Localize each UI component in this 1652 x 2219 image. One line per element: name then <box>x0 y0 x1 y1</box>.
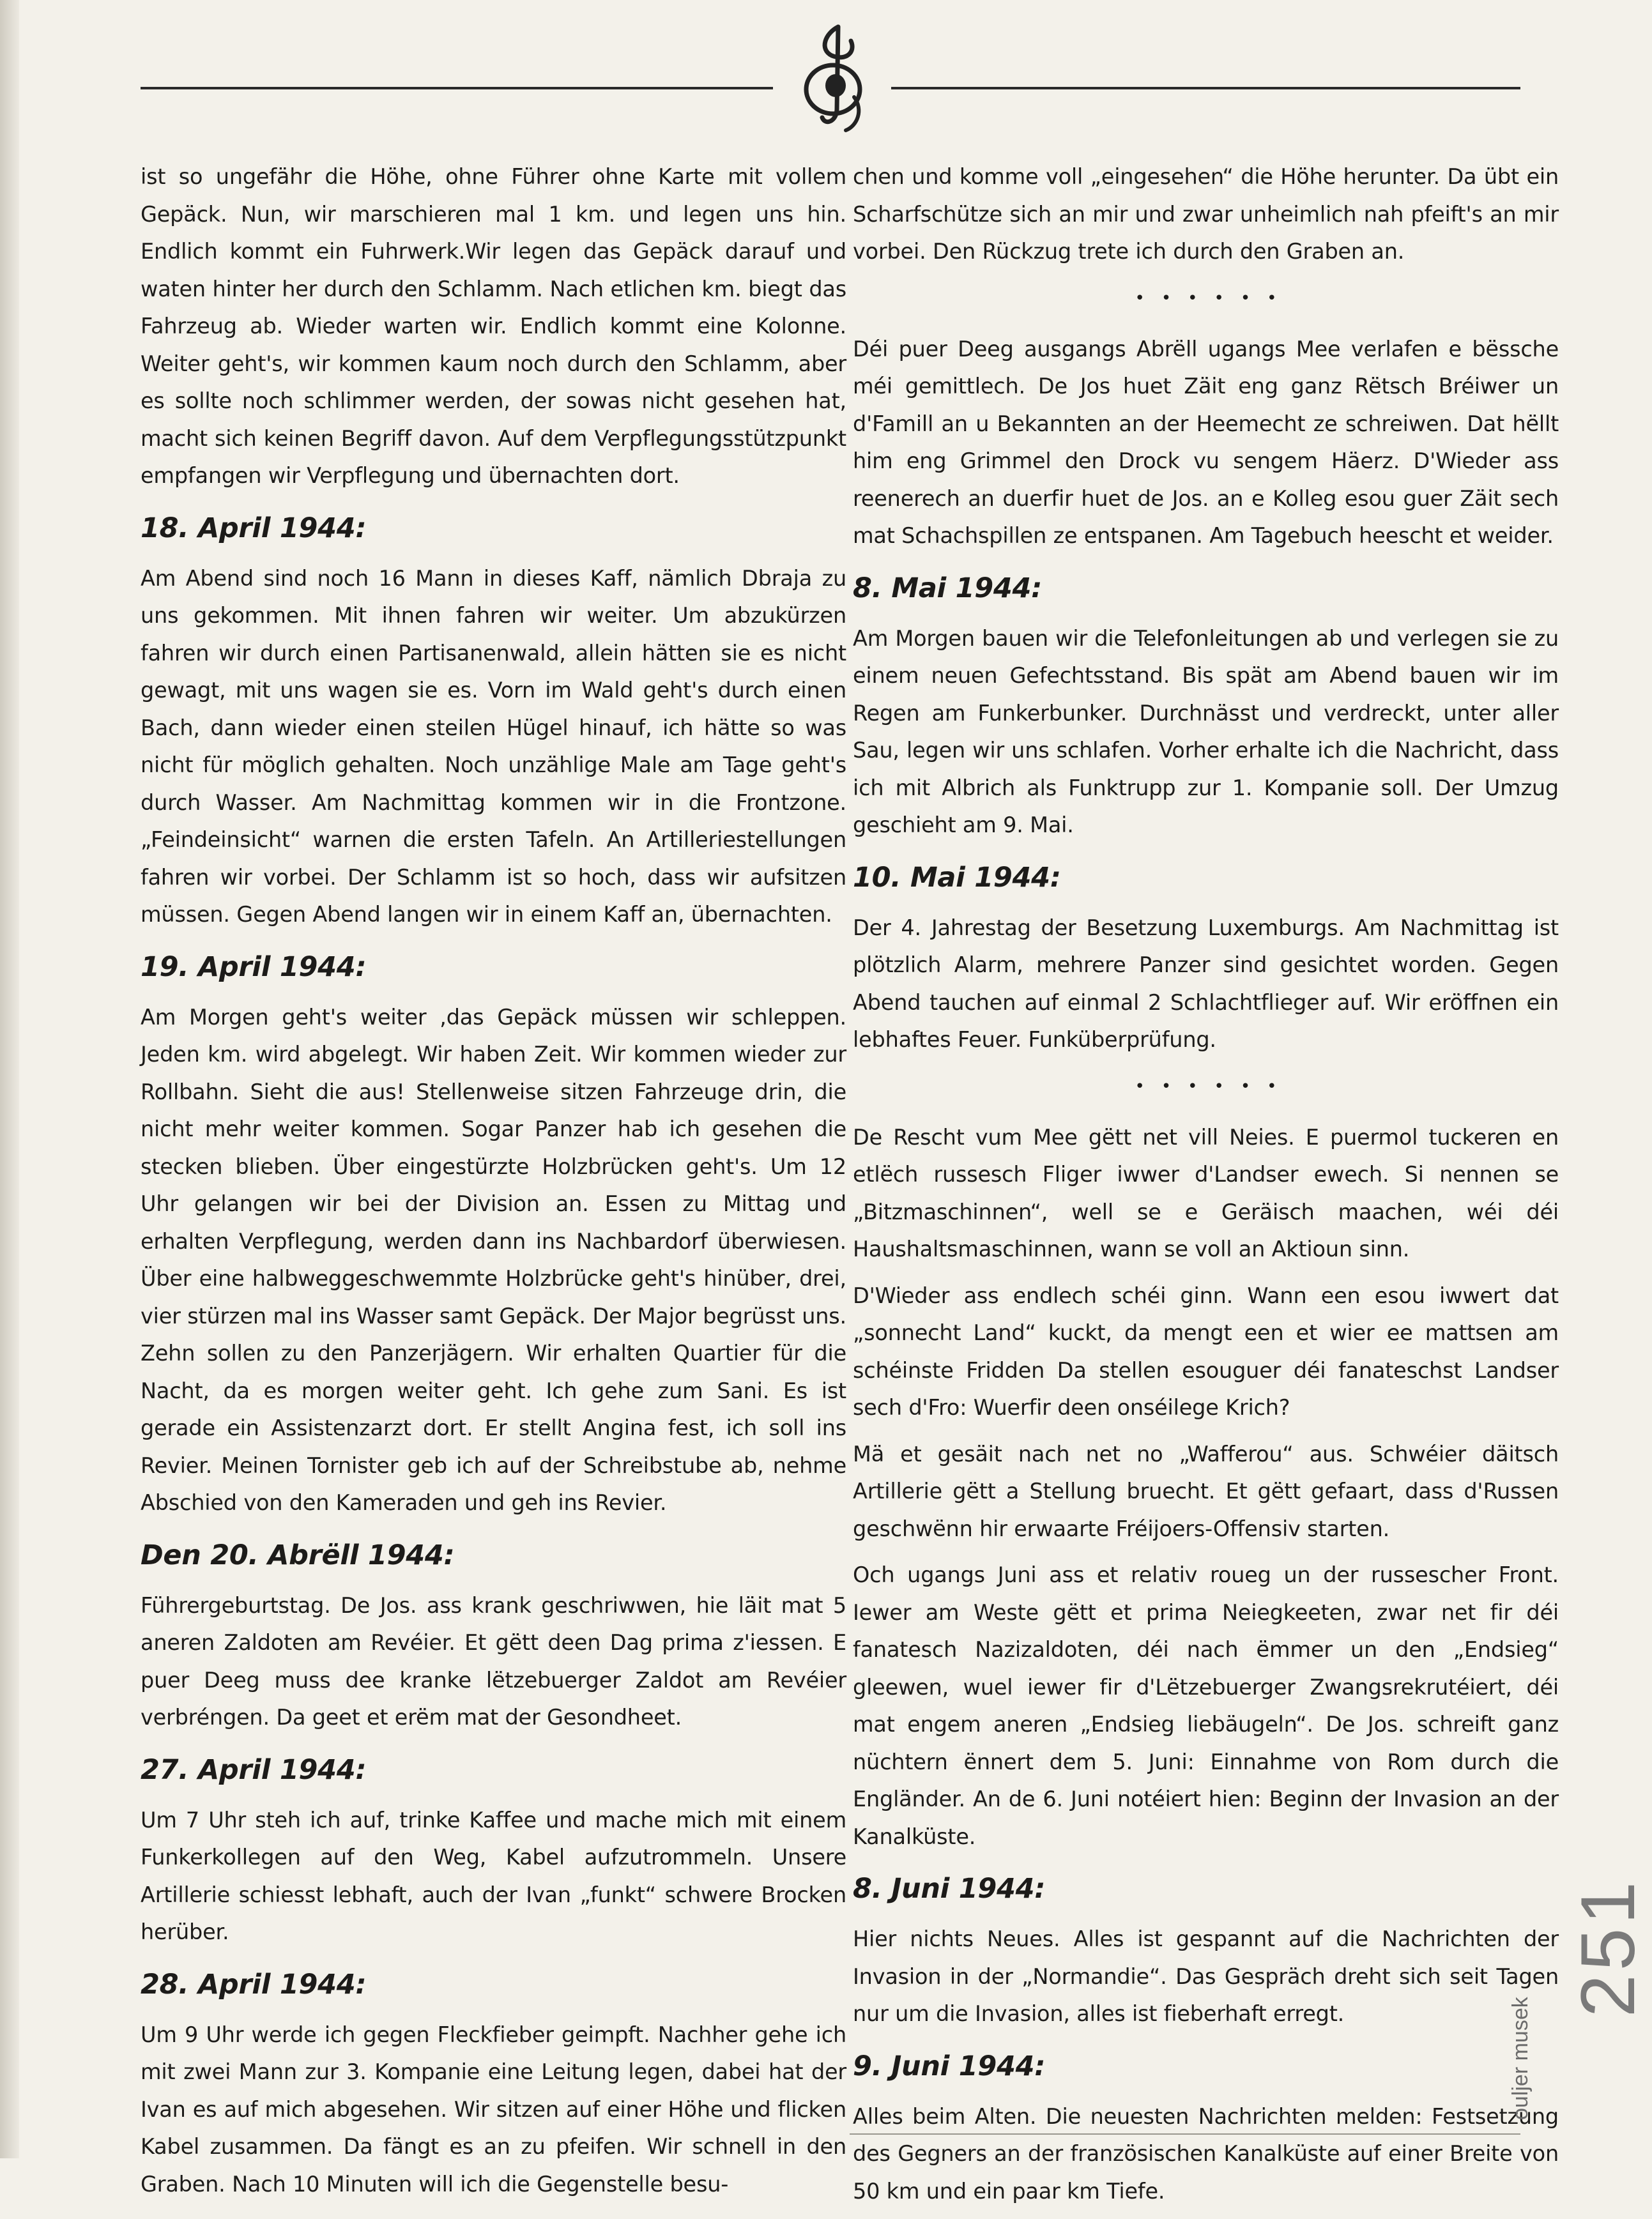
body-paragraph: ist so ungefähr die Höhe, ohne Führer ohne Karte mit vollem Gepäck. Nun, wir marschieren mal 1 km. und legen uns hin. Endlich kommt ein Fuhrwerk.Wir legen das Gepäck darauf und waten hinter her durch den Schlamm. Nach etlichen km. biegt das Fahrzeug ab. Wieder warten wir. Endlich kommt eine Kolonne. Weiter geht's, wir kommen kaum noch durch den Schlamm, aber es sollte noch schlimmer werden, der sowas nicht gesehen hat, macht sich keinen Begriff davon. Auf dem Verpflegungsstützpunkt empfangen wir Verpflegung und übernachten dort. <box>141 164 846 488</box>
entry-date-heading: 9. Juni 1944: <box>853 2050 1046 2082</box>
header-rule-left <box>141 87 773 89</box>
left-column <box>141 158 846 2212</box>
body-paragraph: Der 4. Jahrestag der Besetzung Luxemburgs. Am Nachmittag ist plötzlich Alarm, mehrere Panzer sind gesichtet worden. Gegen Abend tauchen auf einmal 2 Schlachtflieger auf. Wir eröffnen ein lebhaftes Feuer. Funküberprüfung. <box>853 915 1559 1052</box>
page-edge <box>0 0 19 2158</box>
body-paragraph: Am Morgen geht's weiter ,das Gepäck müssen wir schleppen. Jeden km. wird abgelegt. Wir haben Zeit. Wir kommen wieder zur Rollbahn. Sieht die aus! Stellenweise sitzen Fahrzeuge drin, die nicht mehr weiter kommen. Sogar Panzer hab ich gesehen die stecken blieben. Über eingestürzte Holzbrücken geht's. Um 12 Uhr gelangen wir bei der Division an. Essen zu Mittag und erhalten Verpflegung, werden dann ins Nachbardorf überwiesen. Über eine halbweggeschwemmte Holzbrücke geht's hinüber, drei, vier stürzen mal ins Wasser samt Gepäck. Der Major begrüsst uns. Zehn sollen zu den Panzerjägern. Wir erhalten Quartier für die Nacht, da es morgen weiter geht. Ich gehe zum Sani. Es ist gerade ein Assistenzarzt dort. Er stellt Angina fest, ich soll ins Revier. Meinen Tornister geb ich auf der Schreibstube ab, nehme Abschied von den Kameraden und geh ins Revier. <box>141 1004 846 1515</box>
music-logo-icon <box>787 14 883 135</box>
entry-date-heading: 18. April 1944: <box>141 512 367 544</box>
margin-label: ouljer musek <box>1508 1997 1533 2120</box>
body-paragraph: chen und komme voll „eingesehen“ die Höhe herunter. Da übt ein Scharfschütze sich an mir und zwar unheimlich nah pfeift's an mir vorbei. Den Rückzug trete ich durch den Graben an. <box>853 164 1559 264</box>
body-paragraph: Déi puer Deeg ausgangs Abrëll ugangs Mee verlafen e bëssche méi gemittlech. De Jos huet Zäit eng ganz Rëtsch Bréiwer un d'Famill an u Bekannten an der Heemecht ze schreiwen. Dat hëllt him eng Grimmel den Drock vu sengem Häerz. D'Wieder ass reenerech an duerfir huet de Jos. an e Kolleg esou guer Zäit sech mat Schachspillen ze entspanen. Am Tagebuch heescht et weider. <box>853 336 1559 548</box>
body-paragraph: De Rescht vum Mee gëtt net vill Neies. E puermol tuckeren en etlëch russesch Fliger iwwer d'Landser ewech. Si nennen se „Bitzmaschinnen“, well se e Geräisch maachen, wéi déi Haushaltsmaschinnen, wann se voll an Aktioun sinn. <box>853 1124 1559 1262</box>
header-rule-right <box>891 87 1520 89</box>
body-paragraph: Am Morgen bauen wir die Telefonleitungen ab und verlegen sie zu einem neuen Gefechtsstand. Bis spät am Abend bauen wir im Regen am Funkerbunker. Durchnässt und verdreckt, unter aller Sau, legen wir uns schlafen. Vorher erhalte ich die Nachricht, dass ich mit Albrich als Funktrupp zur 1. Kompanie soll. Der Umzug geschieht am 9. Mai. <box>853 625 1559 837</box>
section-separator: •••••• <box>1135 1076 1294 1096</box>
body-paragraph: Am Abend sind noch 16 Mann in dieses Kaff, nämlich Dbraja zu uns gekommen. Mit ihnen fahren wir weiter. Um abzukürzen fahren wir durch einen Partisanenwald, allein hätten sie es nicht gewagt, mit uns wagen sie es. Vorn im Wald geht's durch einen Bach, dann wieder einen steilen Hügel hinauf, ich hätte so was nicht für möglich gehalten. Noch unzählige Male am Tage geht's durch Wasser. Am Nachmittag kommen wir in die Frontzone. „Feindeinsicht“ warnen die ersten Tafeln. An Artilleriestellungen fahren wir vorbei. Der Schlamm ist so hoch, dass wir aufsitzen müssen. Gegen Abend langen wir in einem Kaff an, übernachten. <box>141 565 846 927</box>
bottom-rule <box>850 2133 1520 2135</box>
entry-date-heading: 10. Mai 1944: <box>853 861 1061 894</box>
body-paragraph: Hier nichts Neues. Alles ist gespannt auf die Nachrichten der Invasion in der „Normandie“. Das Gespräch dreht sich seit Tagen nur um die Invasion, alles ist fieberhaft erregt. <box>853 1926 1559 2026</box>
body-paragraph: Och ugangs Juni ass et relativ roueg un der russescher Front. Iewer am Weste gëtt et prima Neiegkeeten, zwar net fir déi fanatesch Nazizaldoten, déi nach ëmmer un den „Endsieg“ gleewen, wuel iewer fir d'Lëtzebuerger Zwangsrekrutéiert, déi mat engem aneren „Endsieg liebäugeln“. De Jos. schreift ganz nüchtern ënnert dem 5. Juni: Einnahme von Rom durch die Engländer. An de 6. Juni notéiert hien: Beginn der Invasion an der Kanalküste. <box>853 1562 1559 1849</box>
body-paragraph: Alles beim Alten. Die neuesten Nachrichten melden: Festsetzung des Gegners an der französischen Kanalküste auf einer Breite von 50 km und ein paar km Tiefe. <box>853 2103 1559 2204</box>
body-paragraph: Um 9 Uhr werde ich gegen Fleckfieber geimpft. Nachher gehe ich mit zwei Mann zur 3. Kompanie eine Leitung legen, dabei hat der Ivan es auf mich abgesehen. Wir sitzen auf einer Höhe und flicken Kabel zusammen. Da fängt es an zu pfeifen. Wir schnell in den Graben. Nach 10 Minuten will ich die Gegenstelle besu- <box>141 2022 846 2197</box>
body-paragraph: Führergeburtstag. De Jos. ass krank geschriwwen, hie läit mat 5 aneren Zaldoten am Revéier. Et gëtt deen Dag prima z'iessen. E puer Deeg muss dee kranke lëtzebuerger Zaldot am Revéier verbréngen. Da geet et erëm mat der Gesondheet. <box>141 1592 846 1730</box>
right-column <box>853 158 1559 2219</box>
entry-date-heading: 28. April 1944: <box>141 1968 367 2001</box>
body-paragraph: Um 7 Uhr steh ich auf, trinke Kaffee und mache mich mit einem Funkerkollegen auf den Weg, Kabel aufzutrommeln. Unsere Artillerie schiesst lebhaft, auch der Ivan „funkt“ schwere Brocken herüber. <box>141 1807 846 1944</box>
entry-date-heading: 8. Mai 1944: <box>853 572 1043 604</box>
body-paragraph: D'Wieder ass endlech schéi ginn. Wann een esou iwwert dat „sonnecht Land“ kuckt, da mengt een et wier ee mattsen am schéinste Fridden Da stellen esouguer déi fanateschst Landser sech d'Fro: Wuerfir deen onséilege Krich? <box>853 1283 1559 1420</box>
body-paragraph: Mä et gesäit nach net no „Wafferou“ aus. Schwéier däitsch Artillerie gëtt a Stellung bruecht. Et gëtt gefaart, dass d'Russen geschwënn hir erwaarte Fréijoers-Offensiv starten. <box>853 1441 1559 1541</box>
entry-date-heading: 27. April 1944: <box>141 1753 367 1786</box>
entry-date-heading: 8. Juni 1944: <box>853 1873 1046 1905</box>
entry-date-heading: 19. April 1944: <box>141 950 367 983</box>
page-number: 251 <box>1565 1877 1651 2018</box>
entry-date-heading: Den 20. Abrëll 1944: <box>141 1539 455 1571</box>
section-separator: •••••• <box>1135 288 1294 308</box>
